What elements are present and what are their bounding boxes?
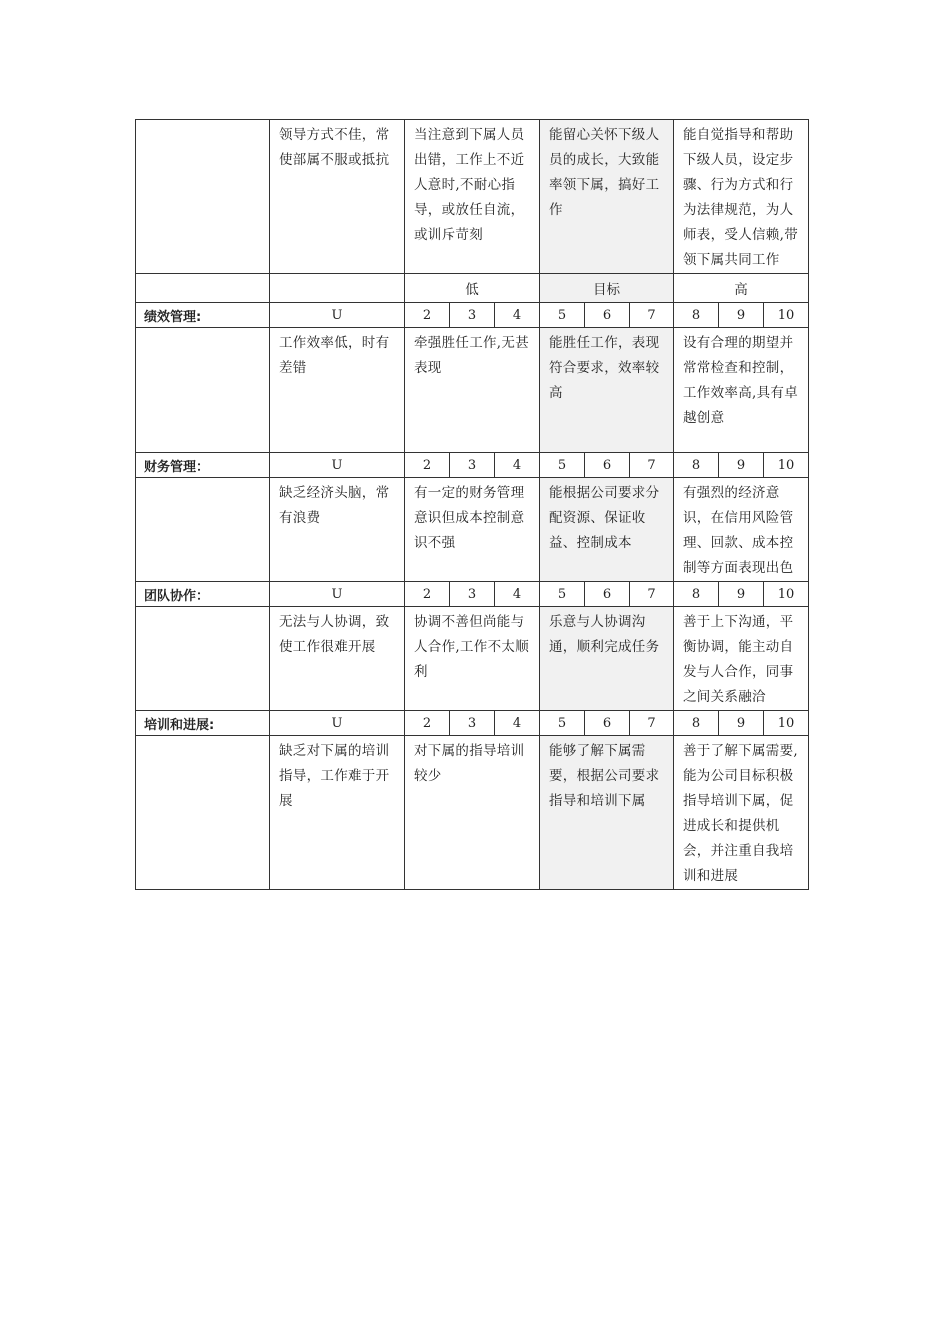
desc-cell-mid-low bbox=[405, 607, 540, 711]
score-cell: U bbox=[270, 582, 405, 607]
score-cell: 10 bbox=[764, 582, 809, 607]
score-cell: 3 bbox=[450, 711, 495, 736]
score-row bbox=[136, 453, 809, 478]
score-cell: U bbox=[270, 711, 405, 736]
mid-low-desc: 牵强胜任工作,无甚表现 bbox=[414, 335, 529, 376]
score-cell: 6 bbox=[585, 711, 630, 736]
score-cell: 7 bbox=[630, 582, 674, 607]
score-cell: 4 bbox=[495, 711, 540, 736]
desc-cell-mid-low bbox=[405, 478, 540, 582]
leadership-low-desc: 领导方式不佳，常使部属不服或抵抗 bbox=[279, 127, 390, 168]
desc-row bbox=[136, 607, 809, 711]
high-desc: 善于上下沟通，平衡协调，能主动自发与人合作，同事之间关系融洽 bbox=[683, 614, 794, 705]
leadership-desc-row bbox=[136, 120, 809, 274]
target-desc: 能够了解下属需要，根据公司要求指导和培训下属 bbox=[549, 743, 660, 809]
low-desc: 无法与人协调，致使工作很难开展 bbox=[279, 614, 390, 655]
desc-cell-target bbox=[540, 607, 674, 711]
score-cell: 2 bbox=[405, 453, 450, 478]
desc-cell-target bbox=[540, 478, 674, 582]
score-cell: 10 bbox=[764, 453, 809, 478]
score-cell: 5 bbox=[540, 303, 585, 328]
level-high: 高 bbox=[674, 274, 809, 303]
low-desc: 缺乏经济头脑，常有浪费 bbox=[279, 485, 390, 526]
score-cell: 4 bbox=[495, 303, 540, 328]
score-cell: 3 bbox=[450, 303, 495, 328]
section-title: 培训和进展: bbox=[136, 711, 270, 736]
desc-cell-target bbox=[540, 120, 674, 274]
score-cell: 8 bbox=[674, 303, 719, 328]
score-cell: 7 bbox=[630, 453, 674, 478]
desc-cell-target bbox=[540, 328, 674, 453]
leadership-target-desc: 能留心关怀下级人员的成长，大致能率领下属，搞好工作 bbox=[549, 127, 660, 218]
target-desc: 乐意与人协调沟通，顺利完成任务 bbox=[549, 614, 660, 655]
desc-cell-mid-low bbox=[405, 120, 540, 274]
desc-cell-high bbox=[674, 478, 809, 582]
empty-cell bbox=[136, 328, 270, 453]
desc-cell-mid-low bbox=[405, 328, 540, 453]
score-cell: 8 bbox=[674, 582, 719, 607]
desc-cell-high bbox=[674, 120, 809, 274]
target-desc: 能胜任工作，表现符合要求，效率较高 bbox=[549, 335, 660, 401]
score-cell: 4 bbox=[495, 453, 540, 478]
score-cell: 10 bbox=[764, 711, 809, 736]
score-cell: 2 bbox=[405, 582, 450, 607]
leadership-mid-low-desc: 当注意到下属人员出错，工作上不近人意时,不耐心指导，或放任自流，或训斥苛刻 bbox=[414, 127, 525, 243]
empty-cell bbox=[136, 607, 270, 711]
score-cell: 6 bbox=[585, 582, 630, 607]
desc-cell-low bbox=[270, 328, 405, 453]
score-cell: 7 bbox=[630, 711, 674, 736]
level-low: 低 bbox=[405, 274, 540, 303]
score-cell: 2 bbox=[405, 303, 450, 328]
score-cell: 2 bbox=[405, 711, 450, 736]
empty-cell bbox=[136, 478, 270, 582]
desc-cell-low bbox=[270, 607, 405, 711]
section-title: 绩效管理: bbox=[136, 303, 270, 328]
score-cell: 9 bbox=[719, 453, 764, 478]
empty-cell bbox=[270, 274, 405, 303]
desc-cell-high bbox=[674, 328, 809, 453]
score-row bbox=[136, 303, 809, 328]
desc-cell-low bbox=[270, 736, 405, 890]
score-cell: 5 bbox=[540, 711, 585, 736]
score-cell: 8 bbox=[674, 453, 719, 478]
score-cell: 3 bbox=[450, 582, 495, 607]
score-cell: 10 bbox=[764, 303, 809, 328]
section-title: 财务管理： bbox=[136, 453, 270, 478]
score-cell: 5 bbox=[540, 453, 585, 478]
empty-cell bbox=[136, 120, 270, 274]
section-title: 团队协作： bbox=[136, 582, 270, 607]
score-cell: 3 bbox=[450, 453, 495, 478]
score-cell: 5 bbox=[540, 582, 585, 607]
score-cell: 9 bbox=[719, 303, 764, 328]
mid-low-desc: 协调不善但尚能与人合作,工作不太顺利 bbox=[414, 614, 529, 680]
low-desc: 工作效率低，时有差错 bbox=[279, 335, 390, 376]
desc-row bbox=[136, 328, 809, 453]
score-cell: U bbox=[270, 453, 405, 478]
empty-cell bbox=[136, 736, 270, 890]
desc-cell-high bbox=[674, 607, 809, 711]
mid-low-desc: 对下属的指导培训较少 bbox=[414, 743, 525, 784]
score-cell: 6 bbox=[585, 453, 630, 478]
high-desc: 设有合理的期望并常常检查和控制，工作效率高,具有卓越创意 bbox=[683, 335, 798, 426]
desc-cell-target bbox=[540, 736, 674, 890]
leadership-high-desc: 能自觉指导和帮助下级人员，设定步骤、行为方式和行为法律规范，为人师表，受人信赖,带领下属共同工作 bbox=[683, 127, 798, 268]
evaluation-table bbox=[135, 119, 809, 890]
desc-row bbox=[136, 736, 809, 890]
score-row bbox=[136, 582, 809, 607]
empty-cell bbox=[136, 274, 270, 303]
high-desc: 善于了解下属需要,能为公司目标积极指导培训下属，促进成长和提供机会，并注重自我培训和进展 bbox=[683, 743, 798, 884]
low-desc: 缺乏对下属的培训指导，工作难于开展 bbox=[279, 743, 390, 809]
score-cell: 9 bbox=[719, 582, 764, 607]
score-cell: 9 bbox=[719, 711, 764, 736]
score-cell: 4 bbox=[495, 582, 540, 607]
score-row bbox=[136, 711, 809, 736]
level-target: 目标 bbox=[540, 274, 674, 303]
score-cell: U bbox=[270, 303, 405, 328]
desc-cell-mid-low bbox=[405, 736, 540, 890]
target-desc: 能根据公司要求分配资源、保证收益、控制成本 bbox=[549, 485, 660, 551]
desc-cell-high bbox=[674, 736, 809, 890]
desc-cell-low bbox=[270, 478, 405, 582]
level-header-row bbox=[136, 274, 809, 303]
score-cell: 8 bbox=[674, 711, 719, 736]
mid-low-desc: 有一定的财务管理意识但成本控制意识不强 bbox=[414, 485, 525, 551]
score-cell: 6 bbox=[585, 303, 630, 328]
score-cell: 7 bbox=[630, 303, 674, 328]
desc-row bbox=[136, 478, 809, 582]
high-desc: 有强烈的经济意识，在信用风险管理、回款、成本控制等方面表现出色 bbox=[683, 485, 794, 576]
desc-cell-low bbox=[270, 120, 405, 274]
